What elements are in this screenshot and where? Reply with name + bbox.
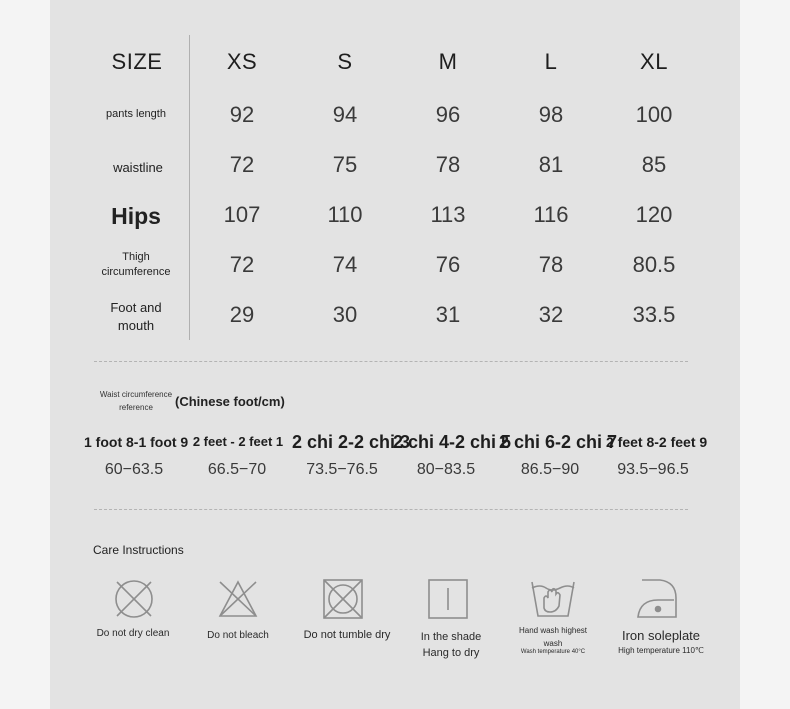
table-cell: 75 <box>332 152 358 177</box>
table-cell: 110 <box>327 202 363 227</box>
table-cell: 116 <box>533 202 569 227</box>
table-cell: 74 <box>332 252 358 277</box>
table-cell: 98 <box>538 102 564 127</box>
table-cell: 76 <box>435 252 461 277</box>
no-dry-clean-icon <box>113 578 155 620</box>
table-cell: 85 <box>641 152 667 177</box>
care-label-hand-wash-line3: Wash temperature 40°C <box>520 649 586 655</box>
care-label-no-bleach: Do not bleach <box>207 630 269 641</box>
care-label-hand-wash-line2: wash <box>543 639 563 648</box>
table-cell: 113 <box>430 202 466 227</box>
table-cell: 33.5 <box>632 302 676 327</box>
waist-cm-4: 80−83.5 <box>416 461 476 478</box>
table-cell: 81 <box>538 152 564 177</box>
table-cell: 72 <box>229 252 255 277</box>
waist-reference-line1: Waist circumference <box>99 390 173 399</box>
table-cell: 80.5 <box>632 252 676 277</box>
row-label-thigh-line1: Thigh <box>122 251 150 263</box>
no-tumble-dry-icon <box>322 578 364 620</box>
table-cell: 78 <box>538 252 564 277</box>
row-label-hips: Hips <box>111 203 161 229</box>
header-size: SIZE <box>111 49 163 74</box>
care-label-iron-line2: High temperature 110℃ <box>618 646 704 655</box>
no-bleach-icon <box>217 578 259 620</box>
table-cell: 30 <box>332 302 358 327</box>
waist-foot-1: 1 foot 8-1 foot 9 <box>84 434 189 450</box>
table-cell: 107 <box>223 202 261 227</box>
shade-dry-icon <box>427 578 469 620</box>
waist-foot-3: 2 chi 2-2 chi 3 <box>292 432 411 452</box>
row-label-waistline: waistline <box>113 160 163 175</box>
care-label-shade-line1: In the shade <box>420 631 482 643</box>
divider-dashed <box>94 509 688 510</box>
waist-cm-6: 93.5−96.5 <box>617 461 689 478</box>
table-cell: 32 <box>538 302 564 327</box>
waist-cm-5: 86.5−90 <box>520 461 580 478</box>
row-label-foot-line2: mouth <box>117 318 155 333</box>
waist-cm-2: 66.5−70 <box>207 461 267 478</box>
table-cell: 78 <box>435 152 461 177</box>
waist-foot-4: 2 chi 4-2 chi 5 <box>393 432 512 452</box>
table-cell: 31 <box>435 302 461 327</box>
row-label-pants-length: pants length <box>106 108 166 120</box>
row-label-thigh-line2: circumference <box>101 266 171 278</box>
care-label-iron-line1: Iron soleplate <box>621 628 701 643</box>
header-xs: XS <box>226 49 258 74</box>
table-cell: 94 <box>332 102 358 127</box>
care-title: Care Instructions <box>93 543 184 557</box>
waist-foot-5: 2 chi 6-2 chi 7 <box>499 432 618 452</box>
table-cell: 96 <box>435 102 461 127</box>
waist-foot-6: 2 feet 8-2 feet 9 <box>606 434 708 450</box>
care-label-no-dry-clean: Do not dry clean <box>96 628 170 639</box>
table-cell: 92 <box>229 102 255 127</box>
care-label-shade-line2: Hang to dry <box>422 647 480 659</box>
table-cell: 72 <box>229 152 255 177</box>
hand-wash-icon <box>530 578 576 620</box>
header-xl: XL <box>640 49 668 74</box>
table-cell: 29 <box>229 302 255 327</box>
table-cell: 100 <box>635 102 673 127</box>
care-label-hand-wash-line1: Hand wash highest <box>518 626 588 635</box>
iron-icon <box>636 578 680 620</box>
waist-reference-unit: (Chinese foot/cm) <box>175 394 285 409</box>
waist-cm-3: 73.5−76.5 <box>306 461 378 478</box>
table-cell: 120 <box>635 202 673 227</box>
waist-reference-line2: reference <box>119 403 153 412</box>
waist-cm-1: 60−63.5 <box>104 461 164 478</box>
header-s: S <box>337 49 353 74</box>
care-label-no-tumble-dry: Do not tumble dry <box>303 629 391 641</box>
row-label-foot-line1: Foot and <box>110 300 162 315</box>
header-m: M <box>438 49 458 74</box>
divider-dashed <box>94 361 688 362</box>
header-l: L <box>544 49 558 74</box>
table-divider <box>189 35 190 340</box>
waist-foot-2: 2 feet - 2 feet 1 <box>192 434 284 449</box>
